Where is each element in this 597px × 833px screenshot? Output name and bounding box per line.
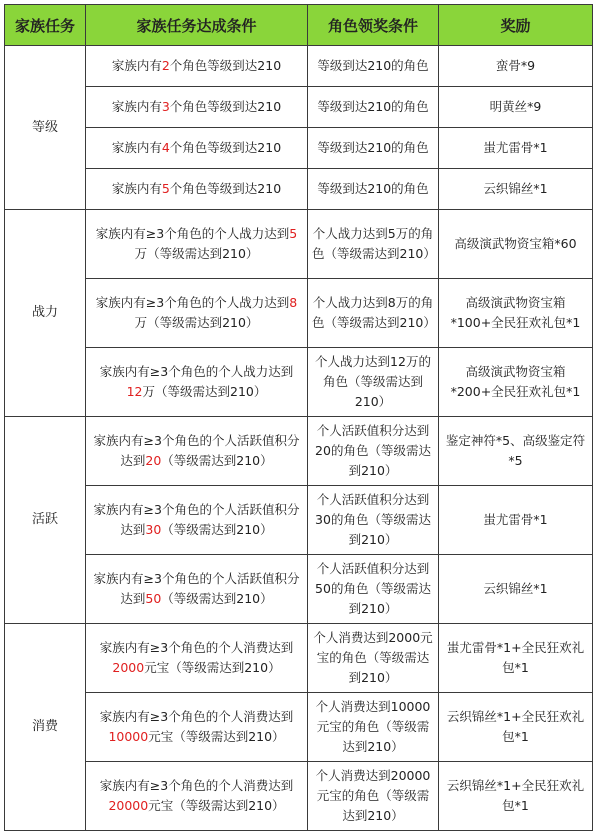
condition-cell (86, 169, 308, 210)
claim-cell: 个人活跃值积分达到20的角色（等级需达到210） (308, 417, 439, 486)
category-cell: 战力 (5, 210, 86, 417)
category-cell: 消费 (5, 624, 86, 831)
claim-cell: 个人战力达到12万的角色（等级需达到210） (308, 348, 439, 417)
header-reward: 奖励 (439, 5, 593, 46)
condition-text: 万（等级需达到210） (134, 246, 259, 261)
condition-text: 家族内有 (111, 181, 162, 196)
condition-text: 家族内有≥3个角色的个人消费达到 (99, 778, 294, 793)
condition-highlight: 3 (161, 99, 170, 114)
header-row (5, 5, 593, 46)
table-row (5, 169, 593, 210)
task-table-container (4, 4, 593, 831)
condition-text: （等级需达到210） (161, 591, 273, 606)
claim-cell: 个人消费达到10000元宝的角色（等级需达到210） (308, 693, 439, 762)
condition-cell (86, 210, 308, 279)
claim-cell: 个人活跃值积分达到50的角色（等级需达到210） (308, 555, 439, 624)
condition-highlight: 2 (161, 58, 170, 73)
reward-cell: 云织锦丝*1 (439, 555, 593, 624)
condition-cell (86, 762, 308, 831)
condition-text: 家族内有≥3个角色的个人战力达到 (95, 226, 290, 241)
claim-cell: 个人战力达到8万的角色（等级需达到210） (308, 279, 439, 348)
claim-cell: 等级到达210的角色 (308, 128, 439, 169)
header-task: 家族任务 (5, 5, 86, 46)
table-row (5, 46, 593, 87)
reward-cell: 高级演武物资宝箱*100+全民狂欢礼包*1 (439, 279, 593, 348)
condition-highlight: 5 (161, 181, 170, 196)
condition-cell (86, 417, 308, 486)
table-row (5, 486, 593, 555)
condition-cell (86, 46, 308, 87)
condition-text: 万（等级需达到210） (134, 315, 259, 330)
claim-cell: 个人战力达到5万的角色（等级需达到210） (308, 210, 439, 279)
reward-cell: 鉴定神符*5、高级鉴定符*5 (439, 417, 593, 486)
table-row (5, 693, 593, 762)
condition-highlight: 30 (145, 522, 162, 537)
claim-cell: 等级到达210的角色 (308, 169, 439, 210)
table-row (5, 555, 593, 624)
reward-cell: 明黄丝*9 (439, 87, 593, 128)
header-condition: 家族任务达成条件 (86, 5, 308, 46)
condition-text: 家族内有≥3个角色的个人消费达到 (99, 709, 294, 724)
condition-cell (86, 279, 308, 348)
condition-highlight: 50 (145, 591, 162, 606)
condition-highlight: 2000 (112, 660, 145, 675)
condition-highlight: 12 (126, 384, 143, 399)
condition-cell (86, 693, 308, 762)
condition-text: 元宝（等级需达到210） (148, 798, 285, 813)
claim-cell: 个人消费达到20000元宝的角色（等级需达到210） (308, 762, 439, 831)
table-row (5, 210, 593, 279)
condition-text: 家族内有≥3个角色的个人战力达到 (99, 364, 294, 379)
category-cell: 等级 (5, 46, 86, 210)
header-claim-condition: 角色领奖条件 (308, 5, 439, 46)
reward-cell: 云织锦丝*1+全民狂欢礼包*1 (439, 693, 593, 762)
table-row (5, 279, 593, 348)
condition-cell (86, 128, 308, 169)
condition-highlight: 10000 (108, 729, 149, 744)
condition-highlight: 5 (289, 226, 298, 241)
condition-text: 家族内有 (111, 99, 162, 114)
condition-cell (86, 486, 308, 555)
condition-text: 元宝（等级需达到210） (144, 660, 281, 675)
condition-text: 个角色等级到达210 (169, 99, 282, 114)
reward-cell: 高级演武物资宝箱*200+全民狂欢礼包*1 (439, 348, 593, 417)
table-row (5, 348, 593, 417)
condition-text: 元宝（等级需达到210） (148, 729, 285, 744)
condition-text: 个角色等级到达210 (169, 181, 282, 196)
table-row (5, 128, 593, 169)
condition-cell (86, 555, 308, 624)
claim-cell: 等级到达210的角色 (308, 87, 439, 128)
condition-cell (86, 87, 308, 128)
condition-text: 家族内有 (111, 140, 162, 155)
reward-cell: 云织锦丝*1 (439, 169, 593, 210)
condition-text: 万（等级需达到210） (142, 384, 267, 399)
condition-text: 家族内有≥3个角色的个人活跃值积分达到 (93, 502, 300, 537)
reward-cell: 蚩尤雷骨*1 (439, 128, 593, 169)
condition-text: 个角色等级到达210 (169, 140, 282, 155)
reward-cell: 高级演武物资宝箱*60 (439, 210, 593, 279)
category-cell: 活跃 (5, 417, 86, 624)
condition-highlight: 20 (145, 453, 162, 468)
table-row (5, 624, 593, 693)
reward-cell: 云织锦丝*1+全民狂欢礼包*1 (439, 762, 593, 831)
claim-cell: 等级到达210的角色 (308, 46, 439, 87)
condition-text: （等级需达到210） (161, 453, 273, 468)
condition-text: 个角色等级到达210 (169, 58, 282, 73)
condition-text: 家族内有≥3个角色的个人战力达到 (95, 295, 290, 310)
condition-text: 家族内有≥3个角色的个人活跃值积分达到 (93, 571, 300, 606)
condition-cell (86, 624, 308, 693)
condition-highlight: 8 (289, 295, 298, 310)
condition-highlight: 20000 (108, 798, 149, 813)
family-task-table (4, 4, 593, 831)
condition-text: 家族内有≥3个角色的个人消费达到 (99, 640, 294, 655)
claim-cell: 个人活跃值积分达到30的角色（等级需达到210） (308, 486, 439, 555)
reward-cell: 蚩尤雷骨*1 (439, 486, 593, 555)
claim-cell: 个人消费达到2000元宝的角色（等级需达到210） (308, 624, 439, 693)
table-row (5, 417, 593, 486)
condition-cell (86, 348, 308, 417)
condition-text: （等级需达到210） (161, 522, 273, 537)
reward-cell: 蚩尤雷骨*1+全民狂欢礼包*1 (439, 624, 593, 693)
condition-highlight: 4 (161, 140, 170, 155)
table-row (5, 762, 593, 831)
condition-text: 家族内有≥3个角色的个人活跃值积分达到 (93, 433, 300, 468)
table-row (5, 87, 593, 128)
condition-text: 家族内有 (111, 58, 162, 73)
reward-cell: 蛮骨*9 (439, 46, 593, 87)
